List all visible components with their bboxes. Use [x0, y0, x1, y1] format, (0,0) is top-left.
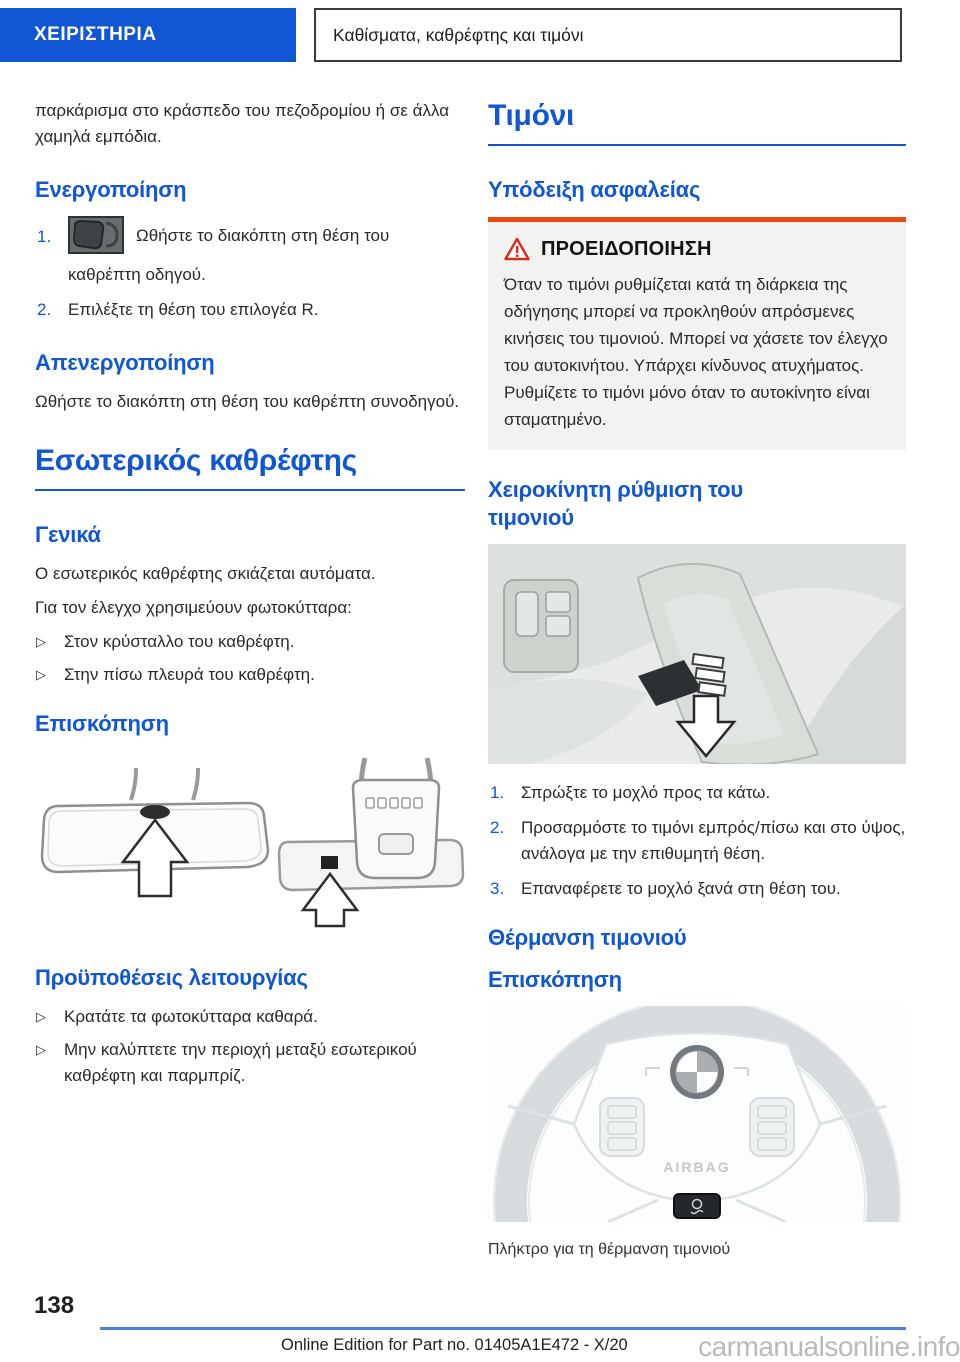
left-column: [35, 98, 465, 1096]
chapter-band: [0, 8, 296, 62]
step-text: Ωθήστε το διακόπτη στη θέση του καθρέπτη οδηγού.: [68, 226, 390, 284]
manual-adjustment-steps: [488, 780, 906, 902]
operating-requirements-list: [35, 1004, 465, 1089]
warning-text: Όταν το τιμόνι ρυθμίζεται κατά τη διάρκεια της οδήγησης μπορεί να προκληθούν απρόσμενες κινήσεις του τιμονιού. Μπορεί να χάσετε τον έλεγχο του αυτοκινήτου. Υπάρχει κίνδυνος ατυχήματος. Ρυθμίζετε το τιμόνι μόνο όταν το αυτοκίνητο είναι σταματημένο.: [504, 275, 888, 429]
step-text: Επιλέξτε τη θέση του επιλογέα R.: [68, 300, 319, 319]
watermark: carmanualsonline.info: [698, 1331, 960, 1362]
mirror-switch-icon: [68, 216, 124, 262]
list-item: [488, 815, 906, 867]
step-number: 2.: [490, 818, 505, 837]
list-item: [35, 1037, 465, 1089]
bmw-roundel: [670, 1045, 724, 1099]
intro-paragraph: παρκάρισμα στο κράσπεδο του πεζοδρομίου ή σε άλλα χαμηλά εμπόδια.: [35, 101, 450, 146]
step-text: Προσαρμόστε το τιμόνι εμπρός/πίσω και στο ύψος, ανάλογα με την επιθυμητή θέση.: [521, 818, 906, 863]
step-number: 2.: [37, 300, 52, 319]
triangle-bullet-icon: ▷: [36, 667, 46, 682]
warning-triangle-icon: [504, 237, 530, 261]
list-item: [35, 629, 465, 655]
list-item: [35, 216, 465, 288]
triangle-bullet-icon: ▷: [36, 1042, 46, 1057]
steering-wheel-figure: [488, 1006, 906, 1262]
airbag-label: AIRBAG: [663, 1159, 731, 1175]
general-para: Ο εσωτερικός καθρέφτης σκιάζεται αυτόματα.: [35, 564, 376, 583]
heating-overview-heading: Επισκόπηση: [488, 967, 622, 992]
right-column: [488, 98, 906, 1262]
general-heading: Γενικά: [35, 522, 101, 547]
steering-heat-button: [674, 1194, 720, 1218]
triangle-bullet-icon: ▷: [36, 634, 46, 649]
edition-line: Online Edition for Part no. 01405A1E472 - X/20: [281, 1336, 628, 1354]
interior-mirror-heading: Εσωτερικός καθρέφτης: [35, 443, 465, 491]
steering-column-figure: [488, 544, 906, 764]
step-number: 1.: [490, 783, 505, 802]
figure-caption: Πλήκτρο για τη θέρμανση τιμονιού: [488, 1241, 731, 1258]
warning-box: [488, 217, 906, 450]
mirror-mount-housing: [353, 780, 439, 878]
list-item: [35, 1004, 465, 1030]
general-para: Για τον έλεγχο χρησιμεύουν φωτοκύτταρα:: [35, 598, 352, 617]
step-number: 3.: [490, 879, 505, 898]
safety-note-heading: Υπόδειξη ασφαλείας: [488, 177, 701, 202]
page-number: 138: [34, 1292, 75, 1319]
bullet-text: Κρατάτε τα φωτοκύτταρα καθαρά.: [64, 1007, 318, 1026]
list-item: [488, 876, 906, 902]
triangle-bullet-icon: ▷: [36, 1009, 46, 1024]
steering-column-illustration: [488, 544, 906, 764]
warning-label: ΠΡΟΕΙΔΟΠΟΙΗΣΗ: [541, 237, 712, 260]
mirror-overview-figure: [35, 750, 465, 928]
list-item: [35, 297, 465, 323]
warning-title-row: [504, 237, 890, 261]
bullet-text: Μην καλύπτετε την περιοχή μεταξύ εσωτερικού καθρέφτη και παρμπρίζ.: [64, 1040, 417, 1085]
step-text: Επαναφέρετε το μοχλό ξανά στη θέση του.: [521, 879, 841, 898]
deactivation-text: Ωθήστε το διακόπτη στη θέση του καθρέπτη συνοδηγού.: [35, 392, 460, 411]
steering-wheel-illustration: [488, 1006, 906, 1222]
list-item: [35, 662, 465, 688]
chapter-title: ΧΕΙΡΙΣΤΗΡΙΑ: [34, 24, 157, 45]
activation-steps: [35, 216, 465, 323]
mirror-overview-illustration: [35, 750, 465, 928]
list-item: [488, 780, 906, 806]
manual-adjustment-heading: Χειροκίνητη ρύθμιση του τιμονιού: [488, 477, 744, 530]
mirror-overview-heading: Επισκόπηση: [35, 711, 169, 736]
deactivation-heading: Απενεργοποίηση: [35, 350, 215, 375]
operating-requirements-heading: Προϋποθέσεις λειτουργίας: [35, 965, 308, 990]
section-title: Καθίσματα, καθρέφτης και τιμόνι: [333, 24, 584, 45]
bullet-text: Στην πίσω πλευρά του καθρέφτη.: [64, 665, 315, 684]
bullet-text: Στον κρύσταλλο του καθρέφτη.: [64, 632, 295, 651]
heating-heading: Θέρμανση τιμονιού: [488, 925, 687, 950]
footer-rule: [100, 1327, 906, 1330]
activation-heading: Ενεργοποίηση: [35, 177, 187, 202]
steering-heading: Τιμόνι: [488, 98, 906, 146]
section-band: [314, 8, 902, 62]
photocell-list: [35, 629, 465, 688]
mirror-sensor-dot: [321, 856, 338, 869]
mirror-sensor-dot: [140, 805, 170, 819]
step-text: Σπρώξτε το μοχλό προς τα κάτω.: [521, 783, 771, 802]
step-number: 1.: [37, 227, 52, 246]
